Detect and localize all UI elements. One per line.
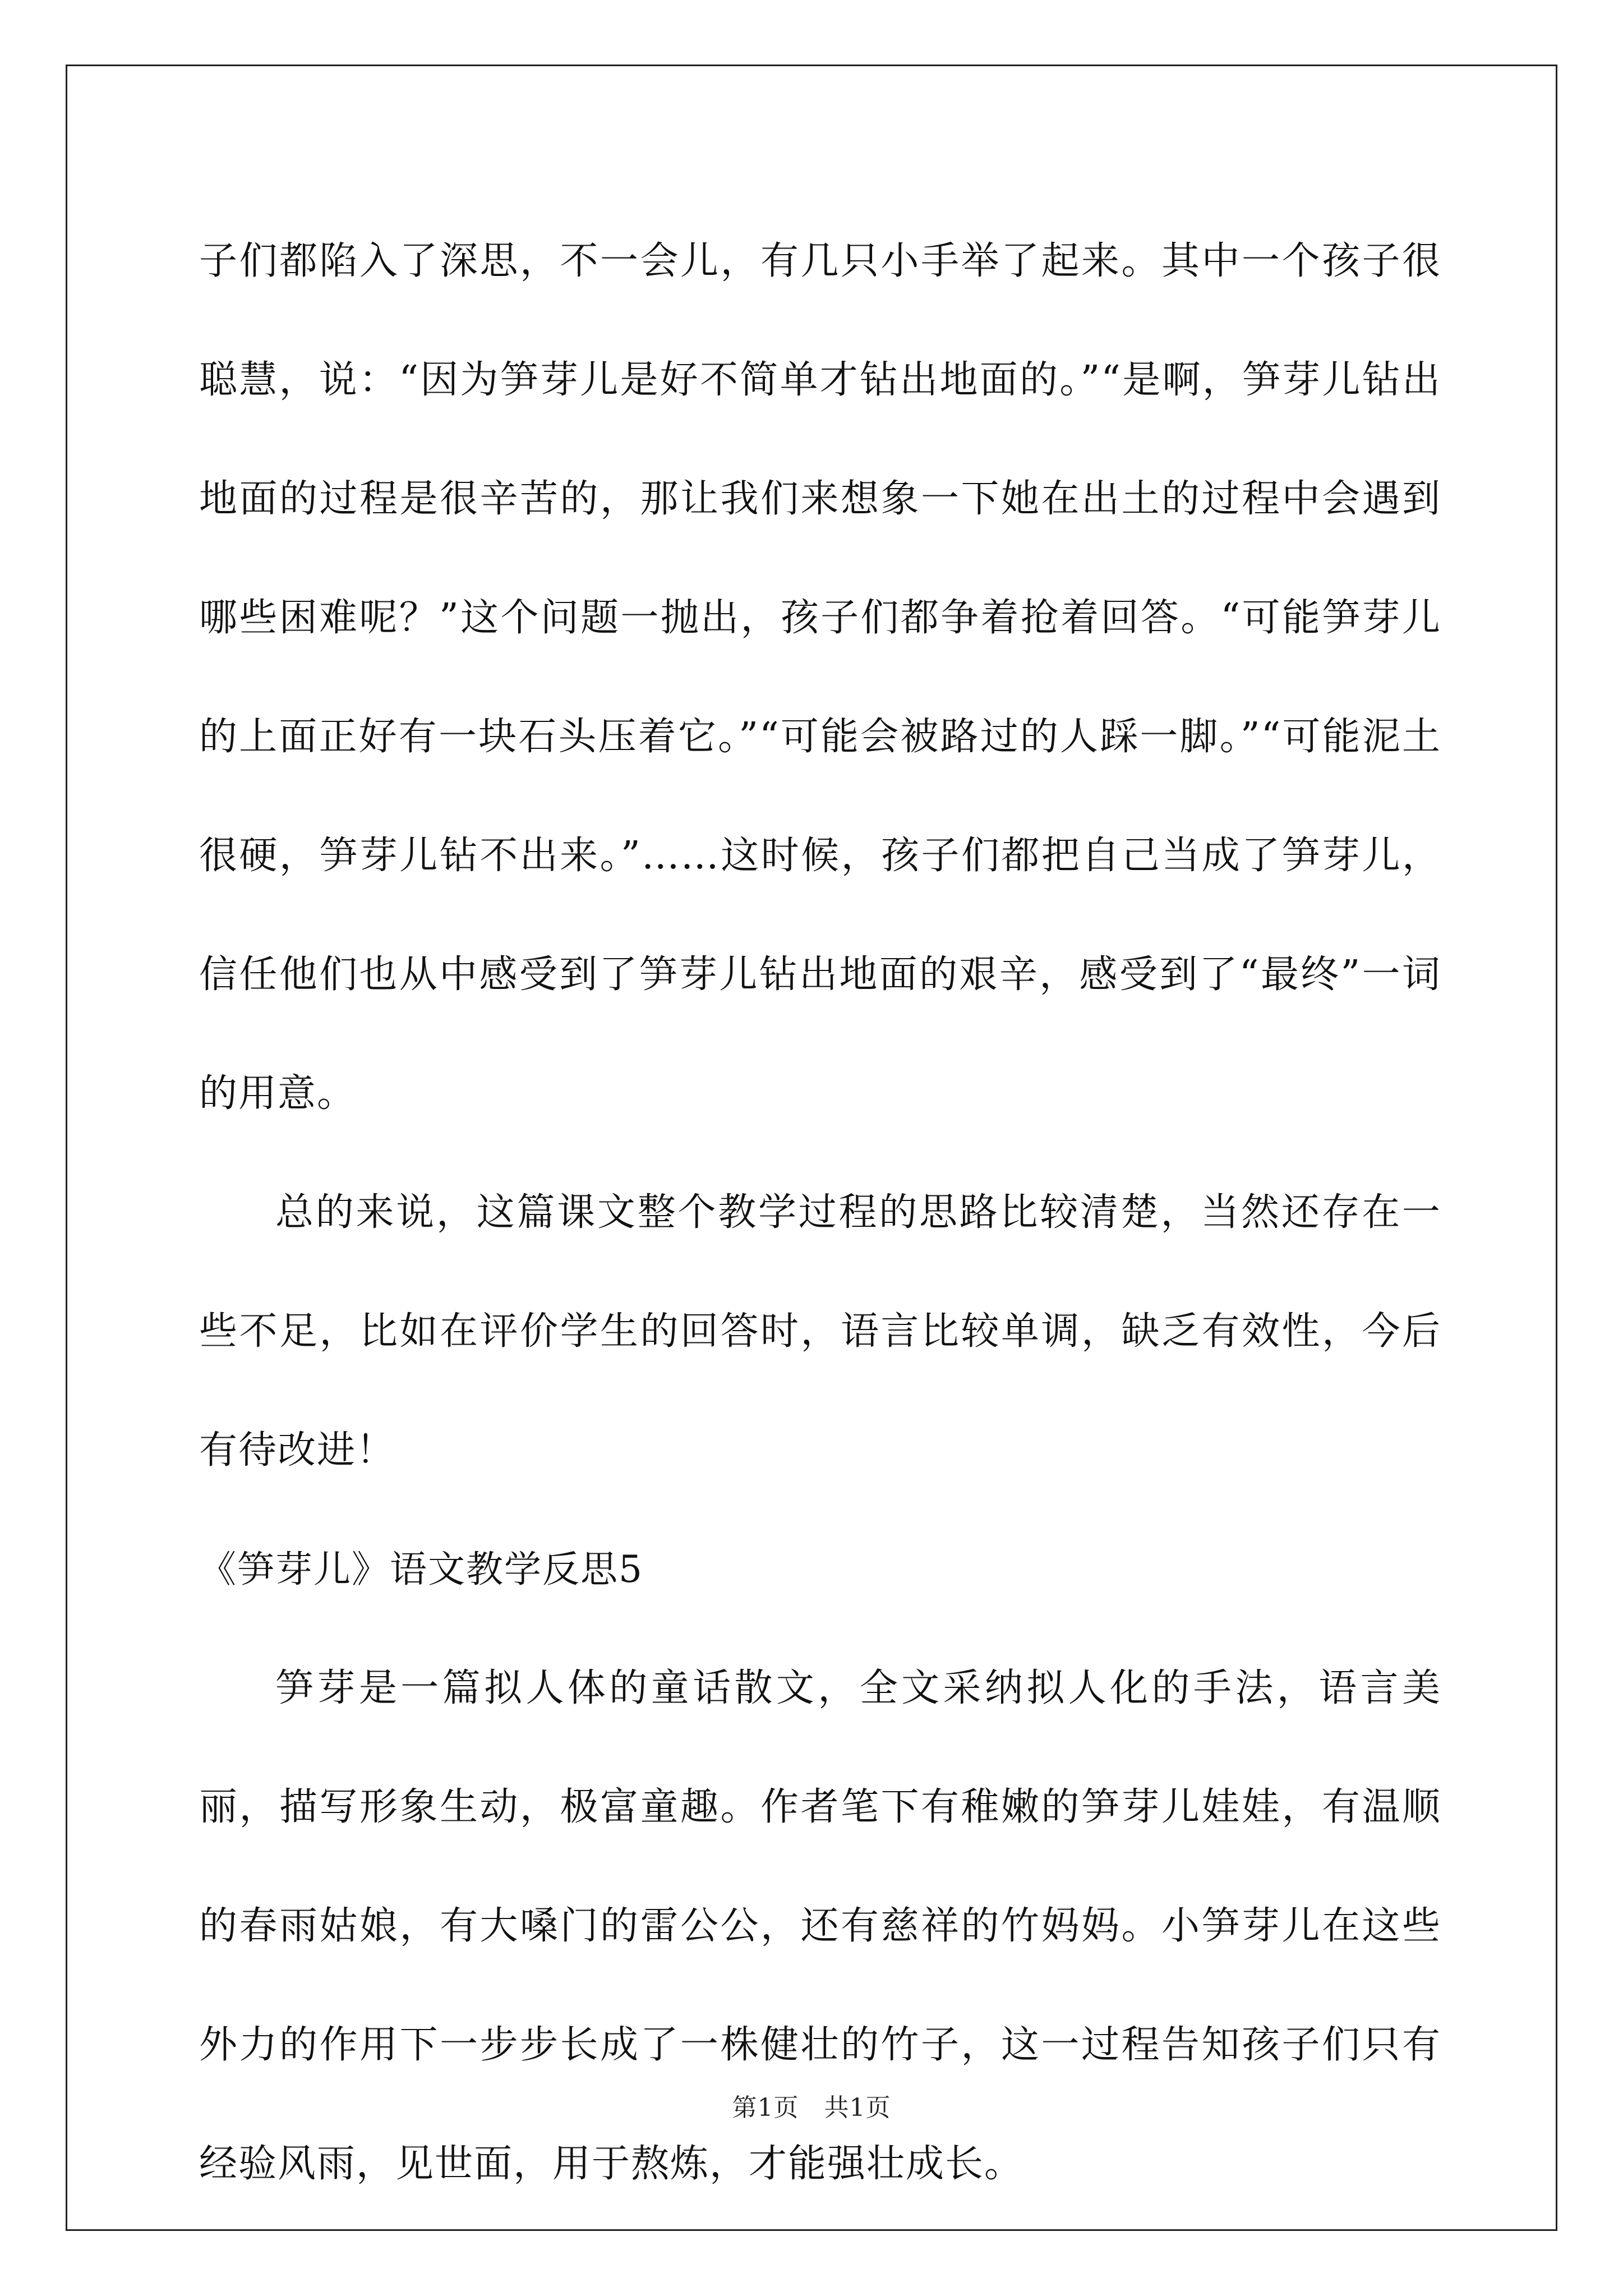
document-body <box>199 202 1441 2224</box>
page-number-footer: 第1页 共1页 <box>732 2093 891 2122</box>
paragraph: 总的来说，这篇课文整个教学过程的思路比较清楚，当然还存在一些不足，比如在评价学生的回答时，语言比较单调，缺乏有效性，今后有待改进！ <box>199 1190 1441 1473</box>
section-title: 《笋芽儿》语文教学反思5 <box>199 1548 643 1591</box>
paragraph: 子们都陷入了深思，不一会儿，有几只小手举了起来。其中一个孩子很聪慧，说：“因为笋芽儿是好不简单才钻出地面的。”“是啊，笋芽儿钻出地面的过程是很辛苦的，那让我们来想象一下她在出土的过程中会遇到哪些困难呢？”这个问题一抛出，孩子们都争着抢着回答。“可能笋芽儿的上面正好有一块石头压着它。”“可能会被路过的人踩一脚。”“可能泥土很硬，笋芽儿钻不出来。”……这时候，孩子们都把自己当成了笋芽儿，信任他们也从中感受到了笋芽儿钻出地面的艰辛，感受到了“最终”一词的用意。 <box>199 239 1441 1116</box>
paragraph: 笋芽是一篇拟人体的童话散文，全文采纳拟人化的手法，语言美丽，描写形象生动，极富童趣。作者笔下有稚嫩的笋芽儿娃娃，有温顺的春雨姑娘，有大嗓门的雷公公，还有慈祥的竹妈妈。小笋芽儿在这些外力的作用下一步步长成了一株健壮的竹子，这一过程告知孩子们只有经验风雨，见世面，用于熬炼，才能强壮成长。 <box>199 1666 1441 2186</box>
